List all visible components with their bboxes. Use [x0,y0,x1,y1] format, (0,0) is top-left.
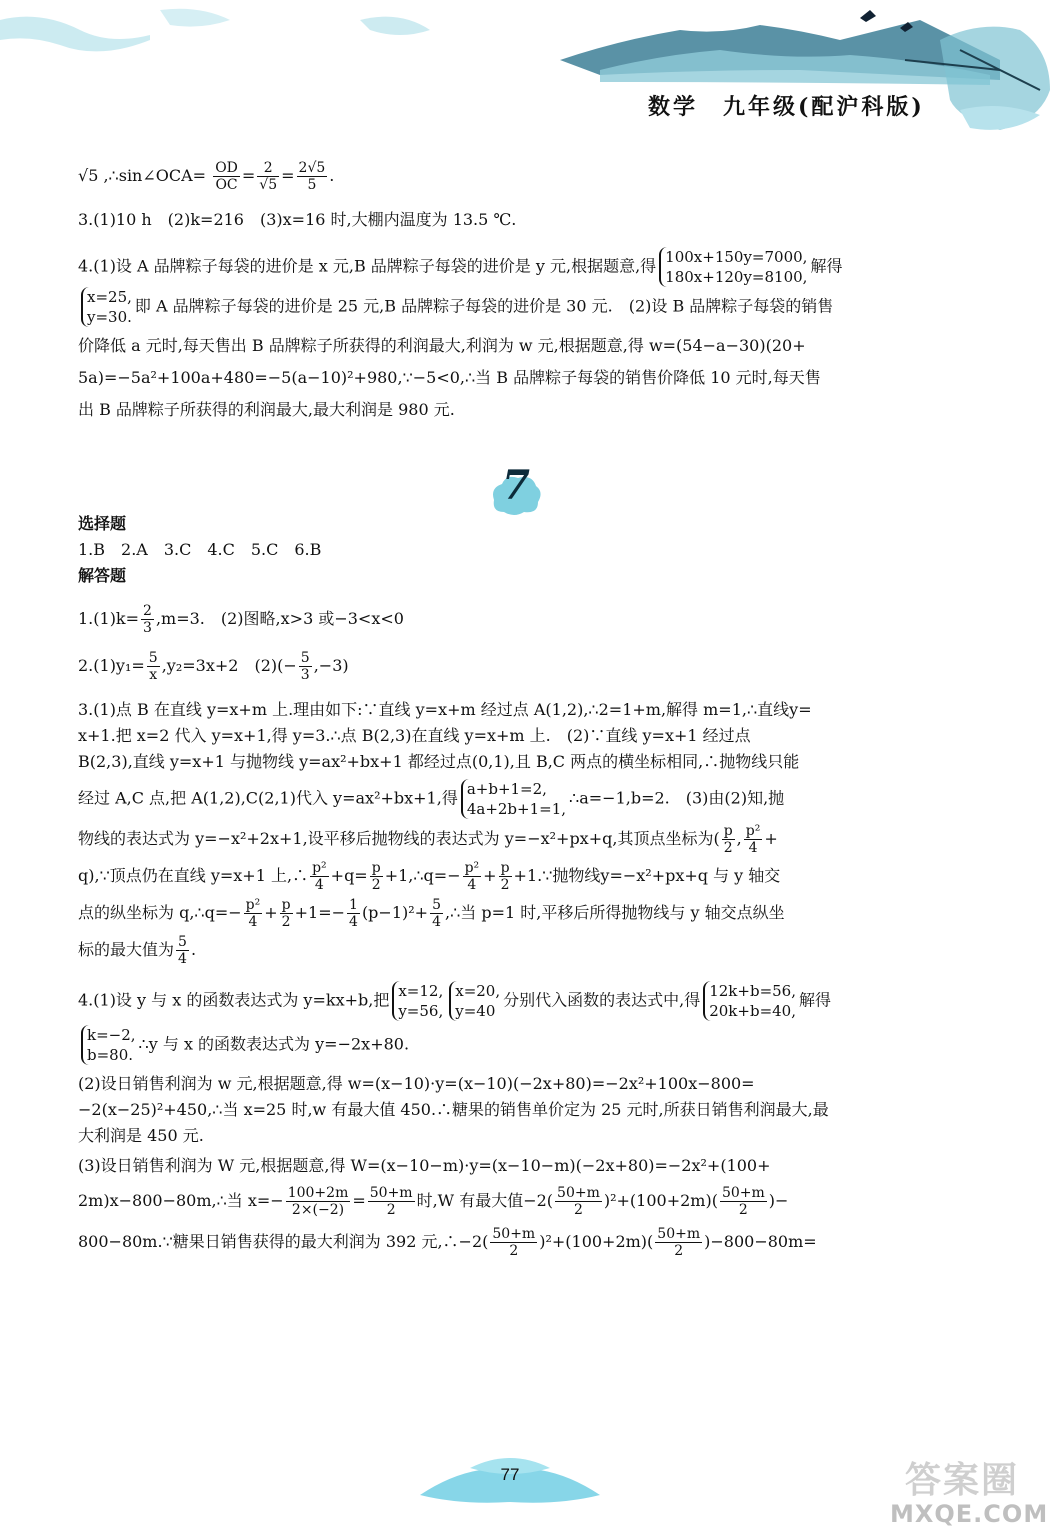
multiple-choice-answers: 1.B 2.A 3.C 4.C 5.C 6.B [78,540,322,559]
fraction: $\frac{50+m}{2}$ [657,1226,701,1259]
sa-q3-line7: 点的纵坐标为 q,∴q=− $\frac{\text{p²}}{4}$ + $\frac{p}{2}$ +1=− $\frac{1}{4}$ (p−1)²+ $\frac{5}{4}$ ,∴当 p=1 时,平移后所得抛物线与 y 轴交点纵坐 [78,897,785,930]
fraction: $\frac{OD}{OC}$ [215,160,238,193]
fraction: $\frac{5}{4}$ [178,934,187,967]
fraction: $\frac{2√5}{5}$ [298,160,326,193]
fraction: $\frac{5}{4}$ [432,897,441,930]
fraction: $\frac{2}{3}$ [143,603,152,636]
book-title: 数学 九年级(配沪科版) [648,94,925,120]
fraction: $\frac{\text{p²}}{4}$ [245,897,261,930]
sa-q4-line2: k=−2, b=80. ∴y 与 x 的函数表达式为 y=−2x+80. [78,1025,968,1065]
prev-q3: 3.(1)10 h (2)k=216 (3)x=16 时,大棚内温度为 13.5 ℃. [78,210,517,229]
watermark-url: MXQE.COM [890,1500,1049,1528]
header-banner-illustration [0,0,1056,150]
fraction: $\frac{50+m}{2}$ [492,1226,536,1259]
fraction: $\frac{1}{4}$ [349,897,358,930]
sa-q3-line1: 3.(1)点 B 在直线 y=x+m 上.理由如下:∵直线 y=x+m 经过点 A(1,2),∴2=1+m,解得 m=1,∴直线y= [78,700,812,719]
sa-q3-line2: x+1.把 x=2 代入 y=x+1,得 y=3.∴点 B(2,3)在直线 y=x+m 上. (2)∵直线 y=x+1 经过点 [78,726,751,745]
multiple-choice-heading: 选择题 [78,514,127,533]
equation-system: a+b+1=2, 4a+2b+1=1, [461,779,566,819]
sa-q4-part2-line2: −2(x−25)²+450,∴当 x=25 时,w 有最大值 450.∴糖果的销售单价定为 25 元时,所获日销售利润最大,最 [78,1100,829,1119]
sa-q3-line8: 标的最大值为 $\frac{5}{4}$ . [78,934,197,967]
fraction: $\frac{2}{√5}$ [259,160,278,193]
fraction: $\frac{\text{p²}}{4}$ [745,823,761,856]
prev-answer-line: √5 ,∴sin∠OCA= $\frac{OD}{OC}$ = $\frac{2}{√5}$ = $\frac{2√5}{5}$ . [78,160,335,193]
sa-q4-part2-line1: (2)设日销售利润为 w 元,根据题意,得 w=(x−10)·y=(x−10)(−2x+80)=−2x²+100x−800= [78,1074,755,1093]
sa-q4-part3-line1: (3)设日销售利润为 W 元,根据题意,得 W=(x−10−m)·y=(x−10−m)(−2x+80)=−2x²+(100+ [78,1156,771,1175]
sa-q3-line4: 经过 A,C 点,把 A(1,2),C(2,1)代入 y=ax²+bx+1,得 a+b+1=2, 4a+2b+1=1, ∴a=−1,b=2. (3)由(2)知,抛 [78,780,785,818]
fraction: $\frac{p}{2}$ [723,823,733,856]
fraction: $\frac{5}{3}$ [300,650,310,683]
fraction: $\frac{50+m}{2}$ [369,1185,413,1218]
section-number: 7 [502,462,530,509]
sa-q4-part3-line2: 2m)x−800−80m,∴当 x=− $\frac{100+2m}{2\times(-2)}$ = $\frac{50+m}{2}$ 时,W 有最大值−2( $\frac{50+m}{2}$ )²+(100+2m)( $\frac{50+m}{2}$ )− [78,1185,789,1218]
sa-q4-line1: 4.(1)设 y 与 x 的函数表达式为 y=kx+b,把 x=12, y=56, x=20, y=40 分别代入函数的表达式中,得 12k+b=56, 20k+b=40, 解得 [78,982,832,1020]
sa-q3-line3: B(2,3),直线 y=x+1 与抛物线 y=ax²+bx+1 都经过点(0,1),且 B,C 两点的横坐标相同,∴抛物线只能 [78,752,800,771]
watermark-logo-text: 答案圈 [905,1460,1020,1501]
fraction: $\frac{p}{2}$ [371,860,381,893]
fraction: $\frac{\text{p²}}{4}$ [464,860,480,893]
page-number: 77 [500,1465,520,1484]
fraction: $\frac{50+m}{2}$ [721,1185,765,1218]
sa-q4-part2-line3: 大利润是 450 元. [78,1126,204,1145]
short-answer-heading: 解答题 [78,566,127,585]
equation-system: 100x+150y=7000, 180x+120y=8100, [659,247,807,287]
equation-system: 12k+b=56, 20k+b=40, [703,981,796,1021]
sa-q1: 1.(1)k= $\frac{2}{3}$ ,m=3. (2)图略,x>3 或−3<x<0 [78,603,404,636]
sa-q3-line6: q),∵顶点仍在直线 y=x+1 上,∴ $\frac{\text{p²}}{4}$ +q= $\frac{p}{2}$ +1,∴q=− $\frac{\text{p²}}{4}$ + $\frac{p}{2}$ +1.∵抛物线y=−x²+px+q 与 y 轴交 [78,860,781,893]
answer-content [78,160,968,1259]
fraction: $\frac{50+m}{2}$ [557,1185,600,1218]
equation-system: k=−2, b=80. [81,1025,136,1065]
fraction: $\frac{100+2m}{2\times(-2)}$ [287,1185,349,1218]
equation-system: x=25, y=30. [81,287,132,327]
prev-q4-line1: 4.(1)设 A 品牌粽子每袋的进价是 x 元,B 品牌粽子每袋的进价是 y 元,根据题意,得 100x+150y=7000, 180x+120y=8100, 解得 [78,248,843,286]
fraction: $\frac{p}{2}$ [281,897,291,930]
sa-q3-line5: 物线的表达式为 y=−x²+2x+1,设平移后抛物线的表达式为 y=−x²+px+q,其顶点坐标为( $\frac{p}{2}$ , $\frac{\text{p²}}{4}$ + [78,823,778,856]
sa-q2: 2.(1)y₁= $\frac{5}{x}$ ,y₂=3x+2 (2)(− $\frac{5}{3}$ ,−3) [78,650,349,683]
fraction: $\frac{5}{x}$ [148,650,158,683]
fraction: $\frac{\text{p²}}{4}$ [312,860,327,893]
equation-system: x=12, y=56, [392,981,443,1021]
prev-q4-line3: 价降低 a 元时,每天售出 B 品牌粽子所获得的利润最大,利润为 w 元,根据题意,得 w=(54−a−30)(20+ [78,336,806,355]
sa-q4-part3-line3: 800−80m.∵糖果日销售获得的最大利润为 392 元,∴−2( $\frac{50+m}{2}$ )²+(100+2m)( $\frac{50+m}{2}$ )−800−80m= [78,1226,817,1259]
prev-q4-line5: 出 B 品牌粽子所获得的利润最大,最大利润是 980 元. [78,400,455,419]
prev-q4-line4: 5a)=−5a²+100a+480=−5(a−10)²+980,∵−5<0,∴当 B 品牌粽子每袋的销售价降低 10 元时,每天售 [78,368,821,387]
fraction: $\frac{p}{2}$ [500,860,510,893]
prev-q4-line2: x=25, y=30. 即 A 品牌粽子每袋的进价是 25 元,B 品牌粽子每袋的进价是 30 元. (2)设 B 品牌粽子每袋的销售 [78,287,968,327]
equation-system: x=20, y=40 [449,981,500,1021]
